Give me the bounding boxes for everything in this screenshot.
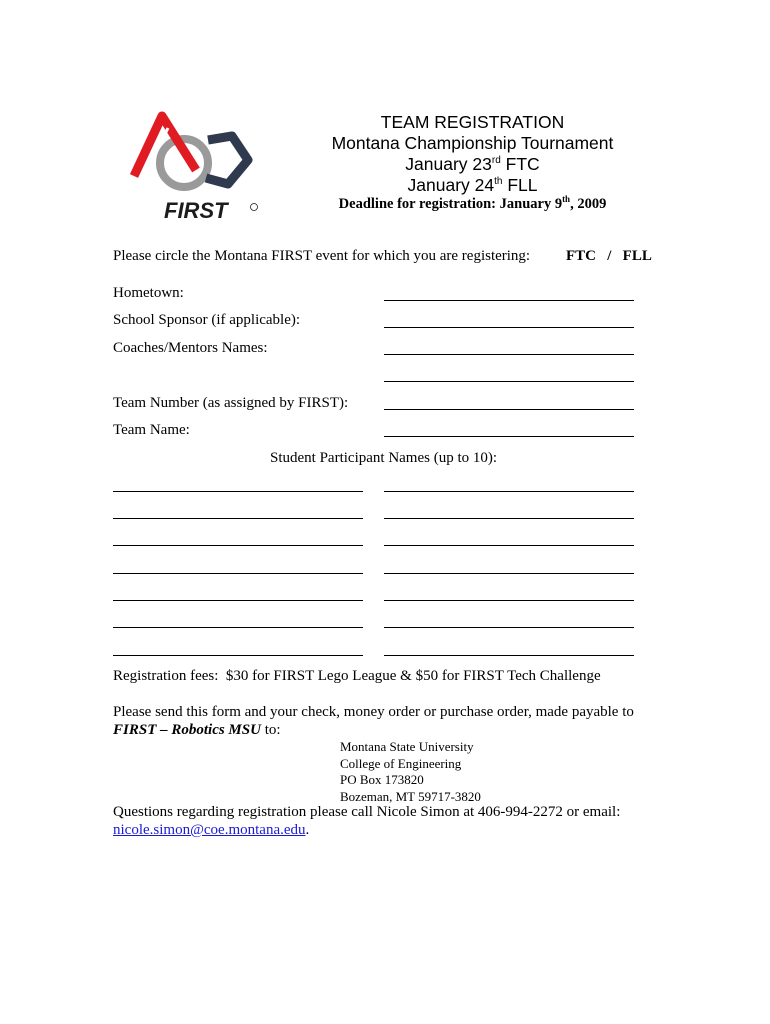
team-name-field[interactable] (384, 436, 634, 437)
event-options[interactable]: FTC / FLL (566, 248, 652, 264)
event-prompt: Please circle the Montana FIRST event for which you are registering: (113, 248, 531, 264)
ftc-date: January 23rd FTC (405, 154, 540, 174)
registration-fees: Registration fees: $30 for FIRST Lego League & $50 for FIRST Tech Challenge (113, 668, 601, 684)
student-name-field[interactable] (113, 600, 363, 601)
student-name-field[interactable] (384, 518, 634, 519)
questions-text: Questions regarding registration please call Nicole Simon at 406-994-2272 or email: (113, 804, 621, 820)
student-name-field[interactable] (384, 573, 634, 574)
contact-email-line: nicole.simon@coe.montana.edu. (113, 822, 310, 838)
payee: FIRST – Robotics MSU to: (113, 722, 281, 738)
tournament-name: Montana Championship Tournament (331, 133, 614, 153)
student-name-field[interactable] (113, 573, 363, 574)
student-name-field[interactable] (384, 491, 634, 492)
form-title: TEAM REGISTRATION (380, 112, 565, 132)
student-name-field[interactable] (113, 655, 363, 656)
payment-instructions: Please send this form and your check, money order or purchase order, made payable to (113, 704, 634, 720)
student-name-field[interactable] (384, 545, 634, 546)
hometown-label: Hometown: (113, 285, 184, 301)
address-line: Montana State University (340, 739, 474, 754)
student-name-field[interactable] (113, 545, 363, 546)
team-number-field[interactable] (384, 409, 634, 410)
address-line: College of Engineering (340, 755, 462, 771)
student-name-field[interactable] (113, 491, 363, 492)
first-logo (128, 108, 264, 226)
deadline: Deadline for registration: January 9th, 2009 (338, 194, 607, 212)
team-name-label: Team Name: (113, 422, 190, 438)
student-name-field[interactable] (113, 627, 363, 628)
svg-text:FIRST: FIRST (164, 198, 228, 223)
student-name-field[interactable] (384, 627, 634, 628)
students-heading: Student Participant Names (up to 10): (270, 450, 498, 466)
mailing-address (340, 739, 481, 805)
contact-email-link[interactable]: nicole.simon@coe.montana.edu (113, 822, 306, 838)
team-number-label: Team Number (as assigned by FIRST): (113, 395, 349, 411)
student-name-field[interactable] (113, 518, 363, 519)
fll-date: January 24th FLL (407, 175, 538, 195)
address-line: Bozeman, MT 59717-3820 (340, 788, 481, 804)
first-logo-icon (128, 108, 264, 226)
coaches-field-1[interactable] (384, 354, 634, 355)
coaches-label: Coaches/Mentors Names: (113, 340, 268, 356)
address-line: PO Box 173820 (340, 772, 424, 787)
student-name-field[interactable] (384, 600, 634, 601)
sponsor-label: School Sponsor (if applicable): (113, 312, 301, 328)
sponsor-field[interactable] (384, 327, 634, 328)
coaches-field-2[interactable] (384, 381, 634, 382)
hometown-field[interactable] (384, 300, 634, 301)
student-name-field[interactable] (384, 655, 634, 656)
